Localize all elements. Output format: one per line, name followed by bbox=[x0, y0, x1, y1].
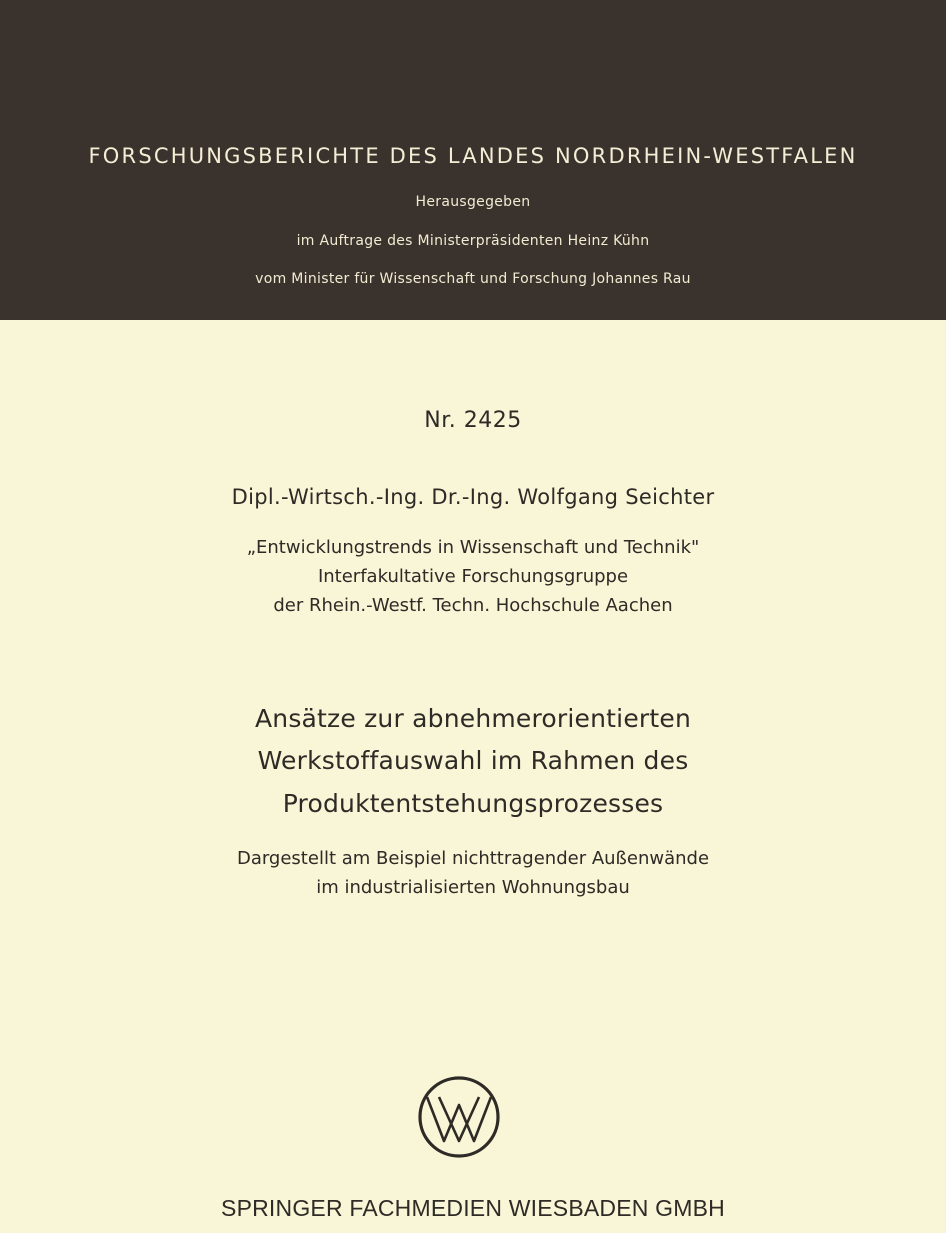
report-number: Nr. 2425 bbox=[424, 408, 522, 433]
affiliation-line-2: Interfakultative Forschungsgruppe bbox=[317, 566, 629, 587]
editor-line-2: im Auftrage des Ministerpräsidenten Heinz Kühn bbox=[296, 233, 650, 249]
affiliation-line-3: der Rhein.-Westf. Techn. Hochschule Aachen bbox=[273, 595, 673, 616]
header-band bbox=[0, 0, 946, 320]
subtitle-line-2: im industrialisierten Wohnungsbau bbox=[316, 877, 630, 898]
author-name: Dipl.-Wirtsch.-Ing. Dr.-Ing. Wolfgang Seichter bbox=[231, 485, 715, 509]
title-line-2: Werkstoffauswahl im Rahmen des bbox=[257, 746, 689, 775]
affiliation-line-1: „Entwicklungstrends in Wissenschaft und Technik" bbox=[246, 537, 700, 558]
title-line-3: Produktentstehungsprozesses bbox=[282, 789, 664, 818]
subtitle-line-1: Dargestellt am Beispiel nichttragender Außenwände bbox=[236, 848, 710, 869]
publisher-logo-icon bbox=[417, 1075, 501, 1159]
publisher-name: SPRINGER FACHMEDIEN WIESBADEN GMBH bbox=[221, 1195, 725, 1221]
series-title: FORSCHUNGSBERICHTE DES LANDES NORDRHEIN-WESTFALEN bbox=[88, 144, 858, 168]
editor-line-3: vom Minister für Wissenschaft und Forschung Johannes Rau bbox=[255, 271, 691, 287]
title-line-1: Ansätze zur abnehmerorientierten bbox=[254, 704, 692, 733]
editor-line-1: Herausgegeben bbox=[415, 194, 531, 210]
